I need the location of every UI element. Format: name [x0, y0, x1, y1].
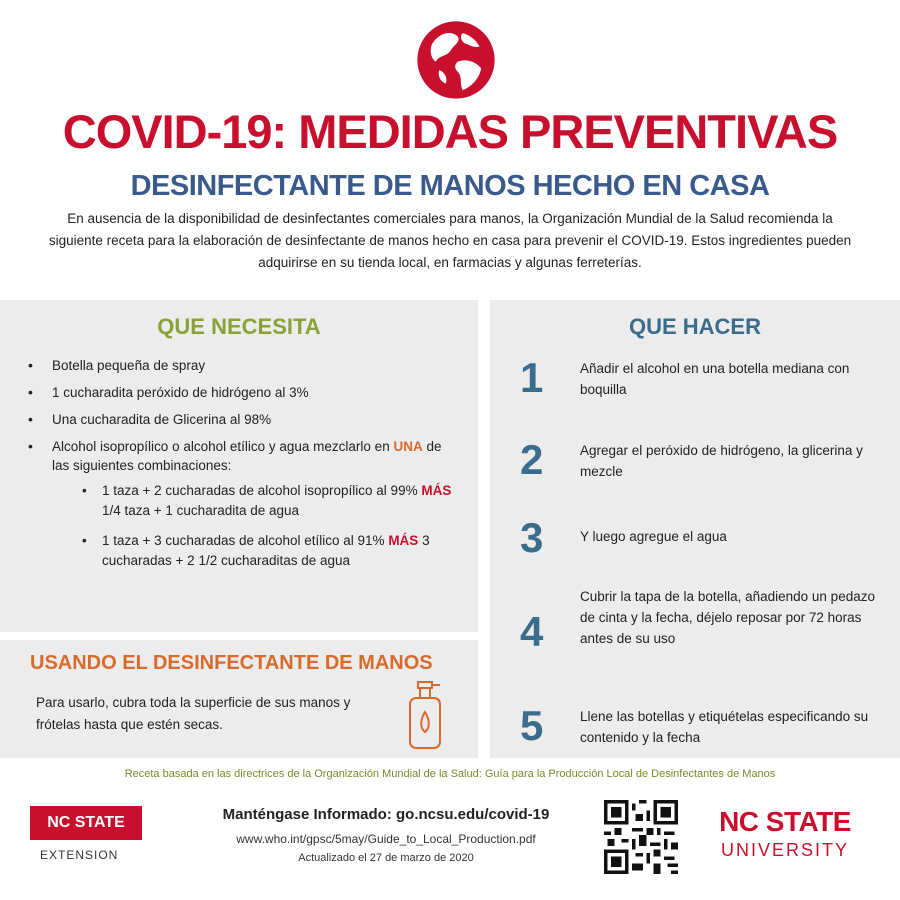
ingredients-panel	[0, 300, 478, 632]
step-number: 3	[520, 514, 544, 561]
emphasis-text: UNA	[393, 439, 423, 454]
globe-icon	[414, 18, 498, 102]
list-item: • Una cucharadita de Glicerina al 98%	[28, 411, 272, 427]
list-item: • 1 cucharadita peróxido de hidrógeno al 3%	[28, 384, 309, 400]
step-text: Cubrir la tapa de la botella, añadiendo un pedazo de cinta y la fecha, déjelo reposar por 72 horas antes de su uso	[580, 589, 875, 646]
step-text: Añadir el alcohol en una botella mediana con boquilla	[580, 361, 850, 397]
list-item: • Alcohol isopropílico o alcohol etílico y agua mezclarlo en UNA de las siguientes combinaciones: • 1 taza + 2 cucharadas de alcohol isopropílico al 99% MÁS 1/4 taza + 1 cucharadita de agua • 1 taza + 3 cucharadas de alcohol etílico al 91% MÁS 3 cucharadas + 2 1/2 cucharaditas de agua	[22, 437, 462, 571]
combination-list	[52, 481, 462, 571]
step-number: 4	[520, 608, 544, 655]
emphasis-text: MÁS	[388, 533, 419, 548]
steps-panel	[490, 300, 900, 758]
usage-panel	[0, 640, 478, 758]
step-text: Y luego agregue el agua	[580, 529, 727, 544]
source-note: Receta basada en las directrices de la Organización Mundial de la Salud: Guía para la Producción Local de Desinfectantes de Manos	[124, 768, 776, 780]
usage-heading: USANDO EL DESINFECTANTE DE MANOS	[30, 652, 433, 674]
intro-paragraph: En ausencia de la disponibilidad de desinfectantes comerciales para manos, la Organización Mundial de la Salud recomienda la siguiente receta para la elaboración de desinfectante de manos hecho en casa para prevenir el COVID-19. Estos ingredientes pueden adquirirse en su tienda local, en farmacias y algunas ferreterías.	[48, 211, 852, 270]
ingredients-list	[22, 356, 462, 581]
usage-text: Para usarlo, cubra toda la superficie de sus manos y frótelas hasta que estén secas.	[36, 695, 351, 732]
step-text: Agregar el peróxido de hidrógeno, la glicerina y mezcle	[580, 443, 863, 479]
page-title: COVID-19: MEDIDAS PREVENTIVAS	[62, 105, 838, 158]
combination-item: • 1 taza + 2 cucharadas de alcohol isopropílico al 99% MÁS 1/4 taza + 1 cucharadita de agua	[82, 483, 452, 518]
sanitizer-bottle-icon	[404, 680, 444, 752]
ingredients-heading: QUE NECESITA	[157, 314, 321, 339]
nc-state-university-logo: NC STATE	[719, 806, 851, 837]
step-text: Llene las botellas y etiquételas especificando su contenido y la fecha	[580, 709, 869, 745]
nc-state-extension-logo: NC STATE	[30, 806, 142, 840]
qr-code-icon	[604, 800, 678, 874]
emphasis-text: MÁS	[421, 483, 452, 498]
university-label: UNIVERSITY	[720, 840, 850, 860]
steps-heading: QUE HACER	[628, 314, 761, 339]
guide-url[interactable]: www.who.int/gpsc/5may/Guide_to_Local_Production.pdf	[236, 832, 536, 846]
combination-item: • 1 taza + 3 cucharadas de alcohol etílico al 91% MÁS 3 cucharadas + 2 1/2 cucharaditas de agua	[82, 533, 430, 568]
step-number: 2	[520, 436, 544, 483]
update-date: Actualizado el 27 de marzo de 2020	[298, 852, 474, 864]
list-item: • Botella pequeña de spray	[28, 357, 206, 373]
extension-label: EXTENSION	[40, 848, 119, 862]
more-info-link[interactable]: Manténgase Informado: go.ncsu.edu/covid-19	[222, 806, 550, 823]
step-number: 5	[520, 702, 544, 749]
step-number: 1	[520, 354, 544, 401]
page-subtitle: DESINFECTANTE DE MANOS HECHO EN CASA	[130, 170, 770, 202]
